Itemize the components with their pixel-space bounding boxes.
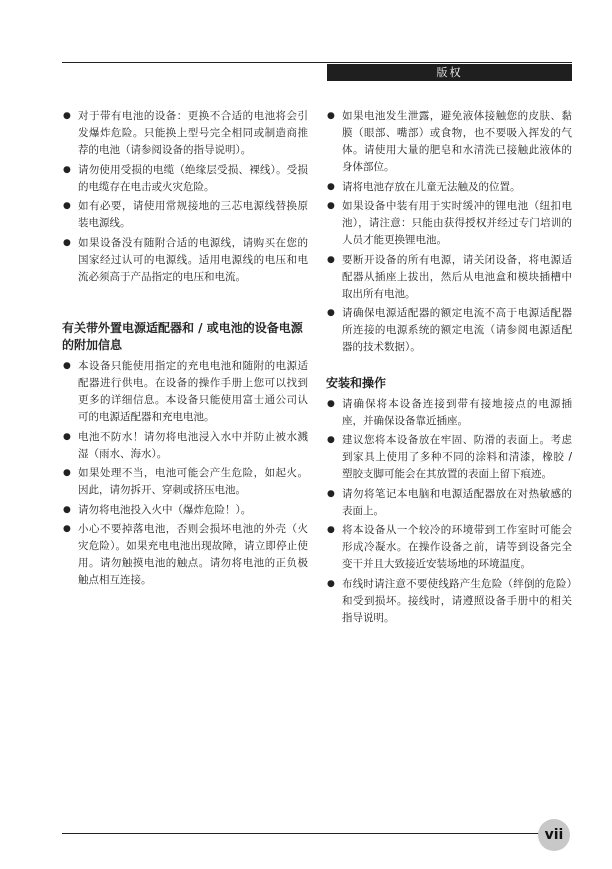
list-item: ● 请勿将电池投入火中（爆炸危险！）。 bbox=[62, 502, 308, 519]
list-item: ● 请勿将笔记本电脑和电源适配器放在对热敏感的表面上。 bbox=[326, 486, 572, 520]
footer-rule bbox=[62, 833, 540, 834]
page-number-badge bbox=[538, 819, 570, 851]
list-item: ● 请勿使用受损的电缆（绝缘层受损、裸线）。受损的电缆存在电击或火灾危险。 bbox=[62, 162, 308, 196]
list-item: ● 布线时请注意不要使线路产生危险（绊倒的危险）和受到损坏。接线时，请遵照设备手册中的相关指导说明。 bbox=[326, 576, 572, 627]
left-column bbox=[62, 108, 308, 592]
list-item: ● 请将电池存放在儿童无法触及的位置。 bbox=[326, 179, 572, 196]
list-item: ● 将本设备从一个较冷的环境带到工作室时可能会形成冷凝水。在操作设备之前，请等到设备完全变干并且大致接近安装场地的环境温度。 bbox=[326, 522, 572, 573]
right-column bbox=[326, 108, 572, 629]
list-item: ● 电池不防水！请勿将电池浸入水中并防止被水溅湿（雨水、海水）。 bbox=[62, 429, 308, 463]
list-item: ● 如果设备中装有用于实时缓冲的锂电池（纽扣电池），请注意：只能由获得授权并经过专门培训的人员才能更换锂电池。 bbox=[326, 198, 572, 249]
header-bar bbox=[327, 64, 572, 81]
header-rule bbox=[62, 62, 572, 63]
list-item: ● 小心不要掉落电池，否则会损坏电池的外壳（火灾危险）。如果充电电池出现故障，请立即停止使用。请勿触摸电池的触点。请勿将电池的正负极触点相互连接。 bbox=[62, 521, 308, 589]
list-item: ● 要断开设备的所有电源，请关闭设备，将电源适配器从插座上拔出，然后从电池盒和模块插槽中取出所有电池。 bbox=[326, 252, 572, 303]
list-item: ● 如果处理不当，电池可能会产生危险，如起火。因此，请勿拆开、穿刺或挤压电池。 bbox=[62, 465, 308, 499]
left-bullet-list-top bbox=[62, 108, 308, 286]
list-item: ● 如有必要，请使用常规接地的三芯电源线替换原装电源线。 bbox=[62, 198, 308, 232]
list-item: ● 对于带有电池的设备：更换不合适的电池将会引发爆炸危险。只能换上型号完全相同或制造商推荐的电池（请参阅设备的指导说明）。 bbox=[62, 108, 308, 159]
list-item: ● 请确保电源适配器的额定电流不高于电源适配器所连接的电源系统的额定电流（请参阅电源适配器的技术数据）。 bbox=[326, 305, 572, 356]
list-item: ● 建议您将本设备放在牢固、防滑的表面上。考虑到家具上使用了多种不同的涂料和清漆，橡胶 / 塑胶支脚可能会在其放置的表面上留下痕迹。 bbox=[326, 432, 572, 483]
list-item: ● 本设备只能使用指定的充电电池和随附的电源适配器进行供电。在设备的操作手册上您可以找到更多的详细信息。本设备只能使用富士通公司认可的电源适配器和充电电池。 bbox=[62, 358, 308, 426]
header-title: 版权 bbox=[436, 66, 463, 79]
left-bullet-list-section bbox=[62, 358, 308, 589]
list-item: ● 如果电池发生泄露，避免液体接触您的皮肤、黏膜（眼部、嘴部）或食物，也不要吸入挥发的气体。请使用大量的肥皂和水清洗已接触此液体的身体部位。 bbox=[326, 108, 572, 176]
section-title-power-adapter: 有关带外置电源适配器和 / 或电池的设备电源的附加信息 bbox=[62, 321, 303, 352]
section-title-installation: 安装和操作 bbox=[326, 375, 387, 390]
right-bullet-list-section bbox=[326, 396, 572, 627]
list-item: ● 如果设备没有随附合适的电源线，请购买在您的国家经过认可的电源线。适用电源线的电压和电流必须高于产品指定的电压和电流。 bbox=[62, 235, 308, 286]
page-number: vii bbox=[544, 827, 564, 843]
list-item: ● 请确保将本设备连接到带有接地接点的电源插座，并确保设备靠近插座。 bbox=[326, 396, 572, 430]
right-bullet-list-top bbox=[326, 108, 572, 356]
